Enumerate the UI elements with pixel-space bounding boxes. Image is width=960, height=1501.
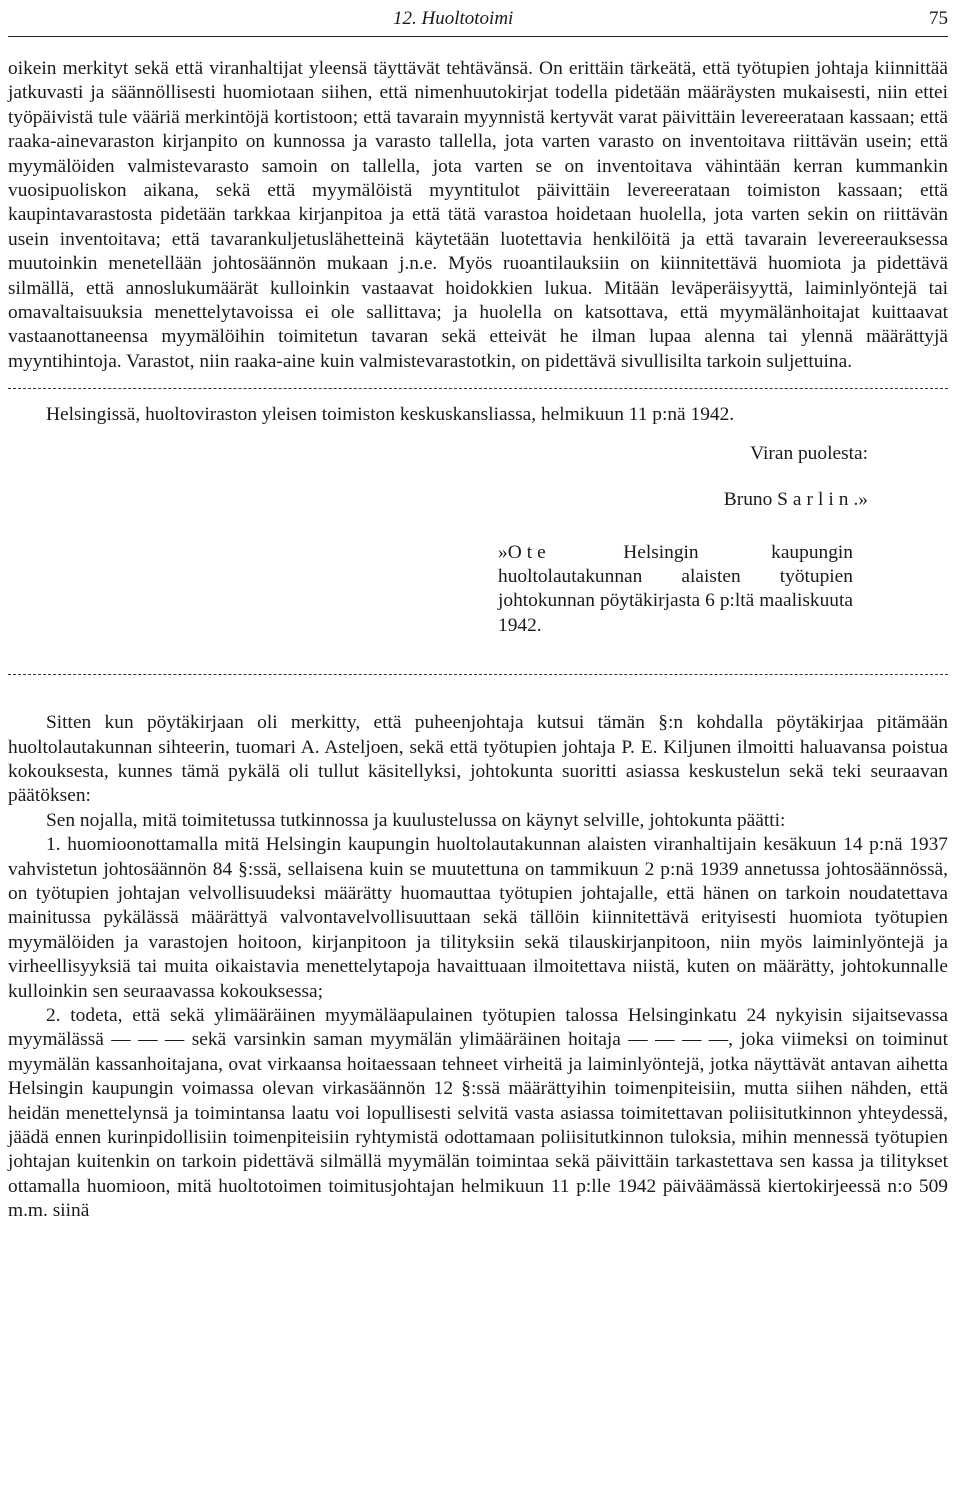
chapter-title: 12. Huoltotoimi <box>393 8 514 29</box>
header-rule <box>8 36 948 37</box>
paragraph-minutes-intro: Sitten kun pöytäkirjaan oli merkitty, että puheenjohtaja kutsui tämän §:n kohdalla pöytäkirjaa pitämään huoltolautakunnan sihteerin, tuomari A. Asteljoen, sekä että työtupien johtaja P. E. Kiljunen ilmoitti haluavansa poistua kokouksesta, kunnes tämä pykälä oli tullut käsitellyksi, johtokunta suoritti asiassa keskustelun sekä teki seuraavan päätöksen: <box>8 712 948 807</box>
section-divider <box>8 388 948 389</box>
document-page <box>8 0 948 1224</box>
signatory-name <box>8 488 948 512</box>
paragraph-decision-1: 1. huomioonottamalla mitä Helsingin kaupungin huoltolautakunnan alaisten viranhaltijain kesäkuun 14 p:nä 1937 vahvistetun johtosäännön 84 §:ssä, sellaisena kuin se muutettuna on tammikuun 2 p:nä 1939 annetussa johtosäännössä, on työtupien johtajan velvollisuudeksi määrätty huomauttaa työtupien johtajalle, että hänen on tarkoin noudatettava mainitussa pykälässä määrättyä valvontavelvollisuuttaan sekä tällöin kiinnitettävä erityisesti huomiota työtupien myymälöiden ja varastojen hoitoon, kirjanpitoon ja tilityksiin sekä tilauskirjanpitoon, niin myös laiminlyöntejä ja virheellisyyksiä tai muita oikaistavia menettelytapoja havaittuaan ilmoitettava niistä, kuten on määrätty, johtokunnalle kulloinkin sen seuraavassa kokouksessa; <box>8 834 948 1002</box>
paragraph-decision-2: 2. todeta, että sekä ylimääräinen myymäläapulainen työtupien talossa Helsinginkatu 24 nykyisin sijaitsevassa myymälässä — — — sekä varsinkin saman myymälän ylimääräinen hoitaja — — — —, joka viimeksi on toiminut myymälän kassanhoitajana, ovat virkaansa hoitaessaan tehneet virheitä ja laiminlyöntejä, jotka näyttävät antavan aihetta Helsingin kaupungin voimassa olevan virkasäännön 12 §:ssä määrättyihin toimenpiteisiin, mutta siihen nähden, että heidän menettelynsä ja toimintansa laatu voi lopullisesti selvitä vasta asiassa toimitettavan poliisitutkinnon yhteydessä, jäädä ennen kurinpidollisiin toimenpiteisiin ryhtymistä odottamaan poliisitutkinnon tuloksia, mihin mennessä työtupien johtajan kuitenkin on tarkoin pidettävä silmällä myymälän toimintaa sekä päivittäin tarkastettava sen kassa ja tilitykset ottamalla huomioon, mitä huoltotoimen toimitusjohtajan helmikuun 11 p:lle 1942 päiväämässä kiertokirjeessä n:o 509 m.m. siinä <box>8 1005 948 1222</box>
signatory-last-name: Sarlin <box>777 489 854 511</box>
place-date-line: Helsingissä, huoltoviraston yleisen toimiston keskuskansliassa, helmikuun 11 p:nä 1942. <box>46 404 735 426</box>
excerpt-ote: Ote <box>507 541 551 563</box>
paragraph-decision-intro: Sen nojalla, mitä toimitetussa tutkinnossa ja kuulustelussa on käynyt selville, johtokunta päätti: <box>46 809 786 831</box>
on-behalf-line: Viran puolesta: <box>750 442 868 464</box>
excerpt-rest: Helsingin kaupungin huoltolautakunnan alaisten työtupien johtokunnan pöytäkirjasta 6 p:ltä maaliskuuta 1942. <box>498 541 853 636</box>
section-divider <box>8 674 948 675</box>
signatory-name-end: .» <box>853 489 868 511</box>
signatory-first-name: Bruno <box>723 489 778 511</box>
paragraph-continuation: oikein merkityt sekä että viranhaltijat yleensä täyttävät tehtävänsä. On erittäin tärkeätä, että työtupien johtaja kiinnittää jatkuvasti ja säännöllisesti huomiotaan siihen, että nimenhuutokirjat todella pidetään määräysten mukaisesti, niin ettei työpäivistä tule vääriä merkintöjä kortistoon; että tavarain myynnistä kertyvät varat päivittäin levereerataan kassaan; että raaka-ainevaraston kirjanpito on kunnossa ja varasto tallella, jota varten varasto on inventoitava riittävän usein; että myymälöiden valmistevarasto samoin on tallella, jota varten se on inventoitava vähintään kerran kummankin vuosipuoliskon aikana, sekä että myymälöistä myyntitulot päivittäin levereerataan toimiston kassaan; että kaupintavarastosta pidetään tarkkaa kirjanpitoa ja että tätä varastoa hoidetaan huolella, jota varten sekin on riittävän usein inventoitava; että tavarankuljetuslähetteinä käytetään luotettavia henkilöitä ja että tavarain levereerauksessa muutoinkin menetellään johtosäännön mukaan j.n.e. Myös ruoantilauksiin on kiinnitettävä huomiota ja pidettävä silmällä, että annoslukumäärät kulloinkin vastaavat hoidokkien lukua. Mitään leväperäisyyttä, laiminlyöntejä tai omavaltaisuuksia menettelytavoissa ei ole sallittava; ja huolella on katsottava, että myymälänhoitajat kuittaavat vastaanottaneensa myymälöihin toimitetun tavaran sekä etteivät he ilman lupaa alenna tai ylennä määrättyjä myyntihintoja. Varastot, niin raaka-aine kuin valmistevarastotkin, on pidettävä sivullisilta tarkoin suljettuina. <box>8 58 948 372</box>
excerpt-heading <box>498 541 853 639</box>
excerpt-quote: » <box>498 541 508 563</box>
signature-block <box>8 403 948 512</box>
running-header <box>8 0 948 36</box>
page-number: 75 <box>929 8 948 29</box>
